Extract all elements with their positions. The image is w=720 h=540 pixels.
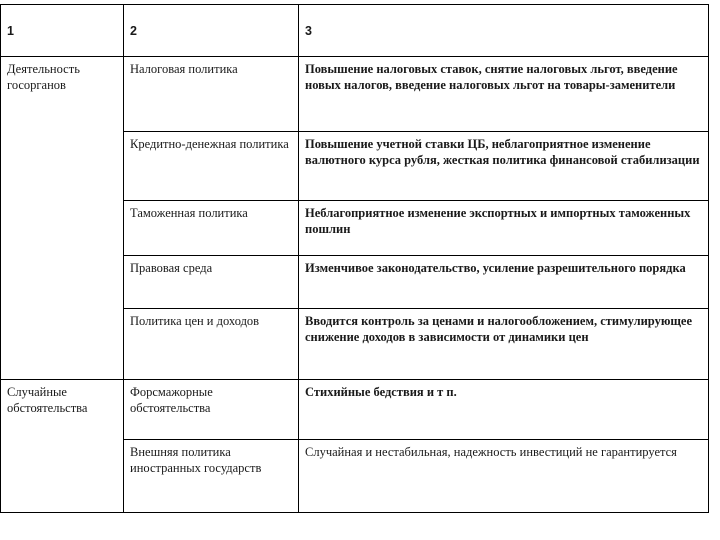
group-label-government: Деятельность госорганов <box>1 57 124 380</box>
header-cell-2: 2 <box>124 5 299 57</box>
description-cell: Вводится контроль за ценами и налогообложением, стимулирующее снижение доходов в зависимости от динамики цен <box>299 309 709 380</box>
factor-cell: Форсмажорные обстоятельства <box>124 380 299 440</box>
group-label-random: Случайные обстоятельства <box>1 380 124 513</box>
header-cell-3: 3 <box>299 5 709 57</box>
description-cell: Стихийные бедствия и т п. <box>299 380 709 440</box>
factor-cell: Внешняя политика иностранных государств <box>124 440 299 513</box>
factor-cell: Кредитно-денежная политика <box>124 132 299 201</box>
risk-factors-table <box>0 4 709 513</box>
description-cell: Повышение налоговых ставок, снятие налоговых льгот, введение новых налогов, введение налоговых льгот на товары-заменители <box>299 57 709 132</box>
description-cell: Повышение учетной ставки ЦБ, неблагоприятное изменение валютного курса рубля, жесткая политика финансовой стабилизации <box>299 132 709 201</box>
table-row <box>1 380 709 440</box>
header-cell-1: 1 <box>1 5 124 57</box>
table-row <box>1 57 709 132</box>
factor-cell: Политика цен и доходов <box>124 309 299 380</box>
description-cell: Неблагоприятное изменение экспортных и импортных таможенных пошлин <box>299 201 709 256</box>
factor-cell: Налоговая политика <box>124 57 299 132</box>
factor-cell: Таможенная политика <box>124 201 299 256</box>
factor-cell: Правовая среда <box>124 256 299 309</box>
description-cell: Изменчивое законодательство, усиление разрешительного порядка <box>299 256 709 309</box>
header-row <box>1 5 709 57</box>
description-cell: Случайная и нестабильная, надежность инвестиций не гарантируется <box>299 440 709 513</box>
